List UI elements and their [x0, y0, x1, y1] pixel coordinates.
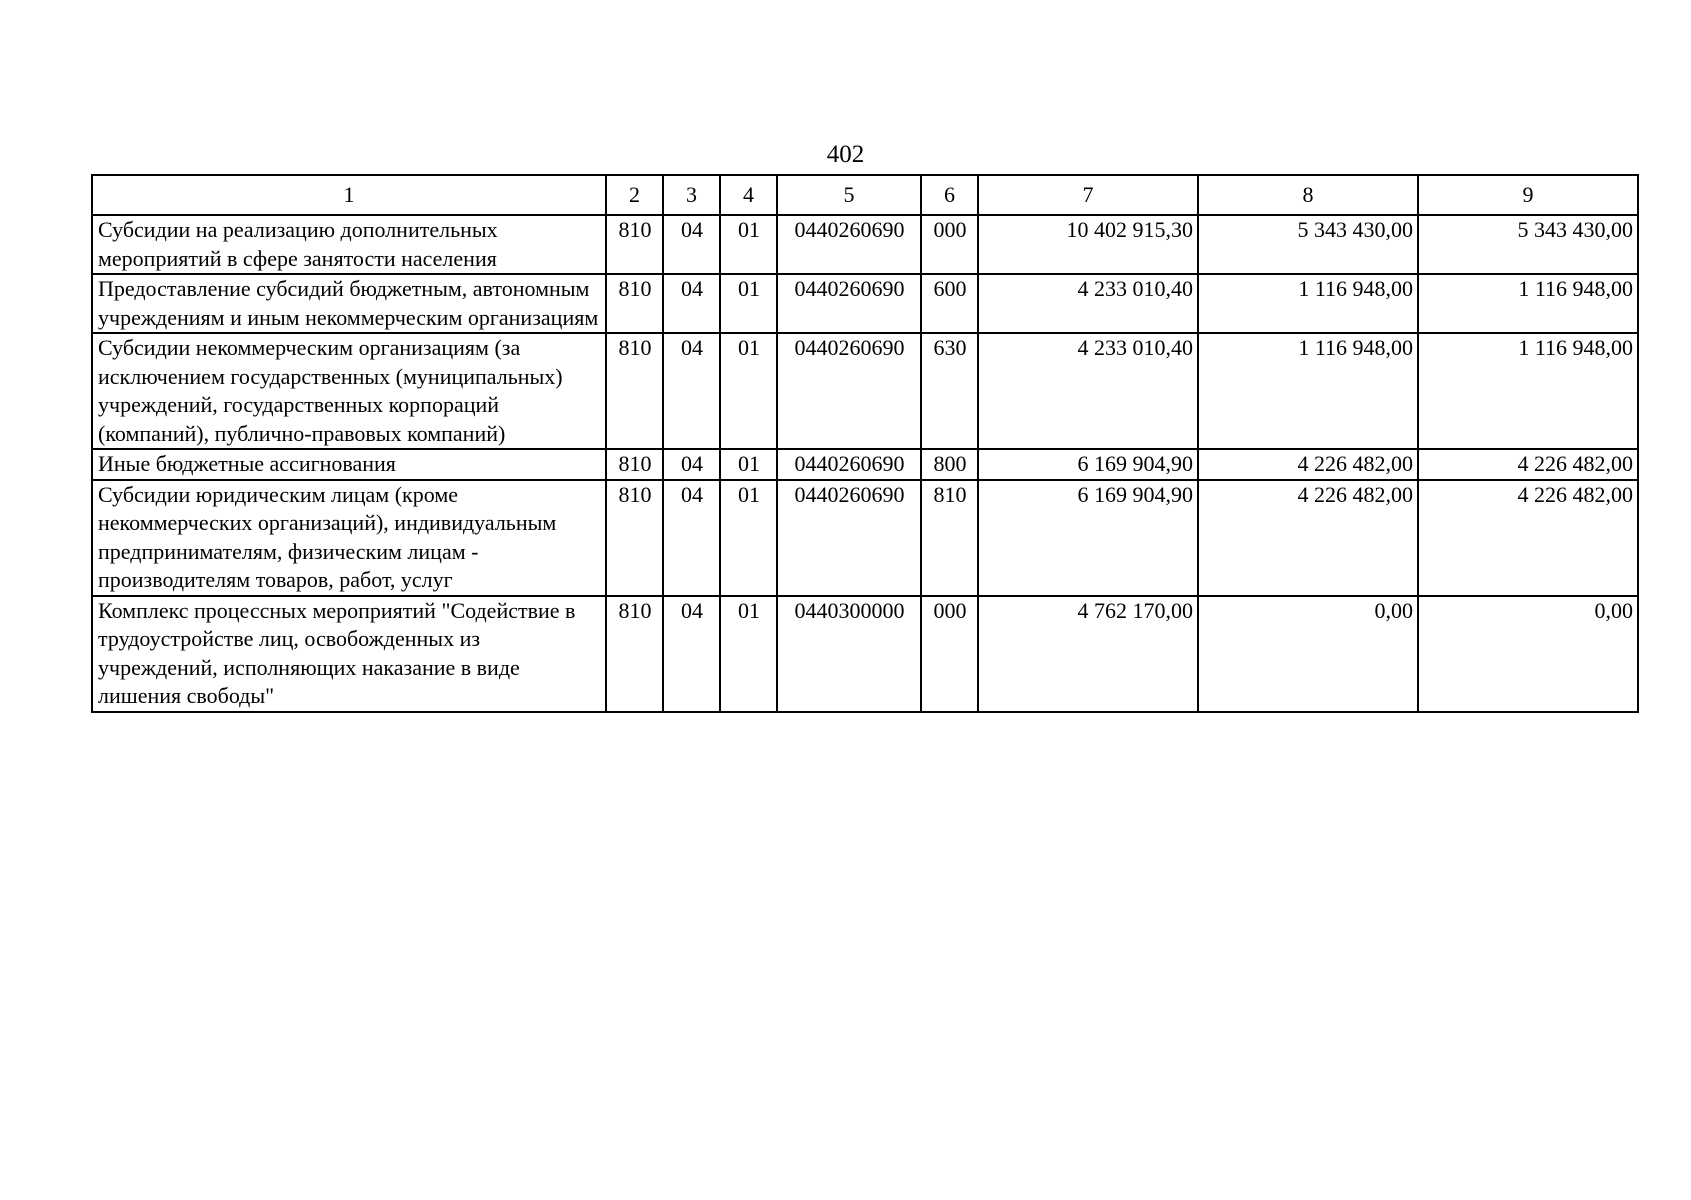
table-row	[92, 215, 1638, 274]
column-header: 3	[663, 175, 720, 215]
cell-code-5: 0440260690	[777, 333, 921, 449]
cell-amount-7: 4 233 010,40	[978, 333, 1198, 449]
cell-amount-7: 6 169 904,90	[978, 449, 1198, 480]
page-number: 402	[826, 141, 865, 168]
cell-code-3: 04	[663, 449, 720, 480]
cell-code-3: 04	[663, 274, 720, 333]
cell-code-6: 000	[921, 215, 978, 274]
cell-code-6: 000	[921, 596, 978, 712]
column-header: 7	[978, 175, 1198, 215]
cell-code-4: 01	[720, 215, 777, 274]
cell-code-6: 810	[921, 480, 978, 596]
column-header: 1	[92, 175, 606, 215]
column-header: 2	[606, 175, 663, 215]
cell-code-4: 01	[720, 449, 777, 480]
cell-code-6: 800	[921, 449, 978, 480]
cell-code-3: 04	[663, 215, 720, 274]
cell-amount-9: 4 226 482,00	[1418, 449, 1638, 480]
column-header: 4	[720, 175, 777, 215]
row-name: Субсидии на реализацию дополнительных мероприятий в сфере занятости населения	[92, 215, 606, 274]
cell-amount-9: 5 343 430,00	[1418, 215, 1638, 274]
cell-amount-7: 10 402 915,30	[978, 215, 1198, 274]
cell-amount-9: 4 226 482,00	[1418, 480, 1638, 596]
cell-amount-8: 0,00	[1198, 596, 1418, 712]
cell-code-4: 01	[720, 480, 777, 596]
cell-code-3: 04	[663, 333, 720, 449]
table-row	[92, 449, 1638, 480]
cell-code-5: 0440300000	[777, 596, 921, 712]
column-number-row	[92, 175, 1638, 215]
cell-code-4: 01	[720, 274, 777, 333]
cell-amount-7: 4 233 010,40	[978, 274, 1198, 333]
cell-code-5: 0440260690	[777, 480, 921, 596]
cell-code-5: 0440260690	[777, 449, 921, 480]
cell-amount-7: 4 762 170,00	[978, 596, 1198, 712]
column-header: 6	[921, 175, 978, 215]
cell-amount-8: 5 343 430,00	[1198, 215, 1418, 274]
budget-table	[91, 174, 1639, 713]
cell-code-4: 01	[720, 596, 777, 712]
table-row	[92, 480, 1638, 596]
cell-amount-9: 0,00	[1418, 596, 1638, 712]
cell-code-2: 810	[606, 596, 663, 712]
cell-code-2: 810	[606, 480, 663, 596]
column-header: 5	[777, 175, 921, 215]
cell-code-3: 04	[663, 480, 720, 596]
row-name: Субсидии некоммерческим организациям (за исключением государственных (муниципальных) учреждений, государственных корпораций (компаний), публично-правовых компаний)	[92, 333, 606, 449]
cell-amount-8: 4 226 482,00	[1198, 480, 1418, 596]
cell-amount-7: 6 169 904,90	[978, 480, 1198, 596]
cell-code-5: 0440260690	[777, 215, 921, 274]
row-name: Субсидии юридическим лицам (кроме некоммерческих организаций), индивидуальным предпринимателям, физическим лицам - производителям товаров, работ, услуг	[92, 480, 606, 596]
table-row	[92, 333, 1638, 449]
column-header: 9	[1418, 175, 1638, 215]
row-name: Предоставление субсидий бюджетным, автономным учреждениям и иным некоммерческим организациям	[92, 274, 606, 333]
cell-code-2: 810	[606, 333, 663, 449]
cell-code-2: 810	[606, 274, 663, 333]
table-row	[92, 274, 1638, 333]
cell-amount-9: 1 116 948,00	[1418, 274, 1638, 333]
table-row	[92, 596, 1638, 712]
cell-code-5: 0440260690	[777, 274, 921, 333]
cell-code-6: 630	[921, 333, 978, 449]
row-name: Комплекс процессных мероприятий "Содействие в трудоустройстве лиц, освобожденных из учреждений, исполняющих наказание в виде лишения свободы"	[92, 596, 606, 712]
cell-code-2: 810	[606, 449, 663, 480]
cell-amount-9: 1 116 948,00	[1418, 333, 1638, 449]
cell-code-2: 810	[606, 215, 663, 274]
cell-amount-8: 1 116 948,00	[1198, 333, 1418, 449]
row-name: Иные бюджетные ассигнования	[92, 449, 606, 480]
cell-amount-8: 1 116 948,00	[1198, 274, 1418, 333]
cell-code-6: 600	[921, 274, 978, 333]
column-header: 8	[1198, 175, 1418, 215]
cell-amount-8: 4 226 482,00	[1198, 449, 1418, 480]
cell-code-4: 01	[720, 333, 777, 449]
cell-code-3: 04	[663, 596, 720, 712]
